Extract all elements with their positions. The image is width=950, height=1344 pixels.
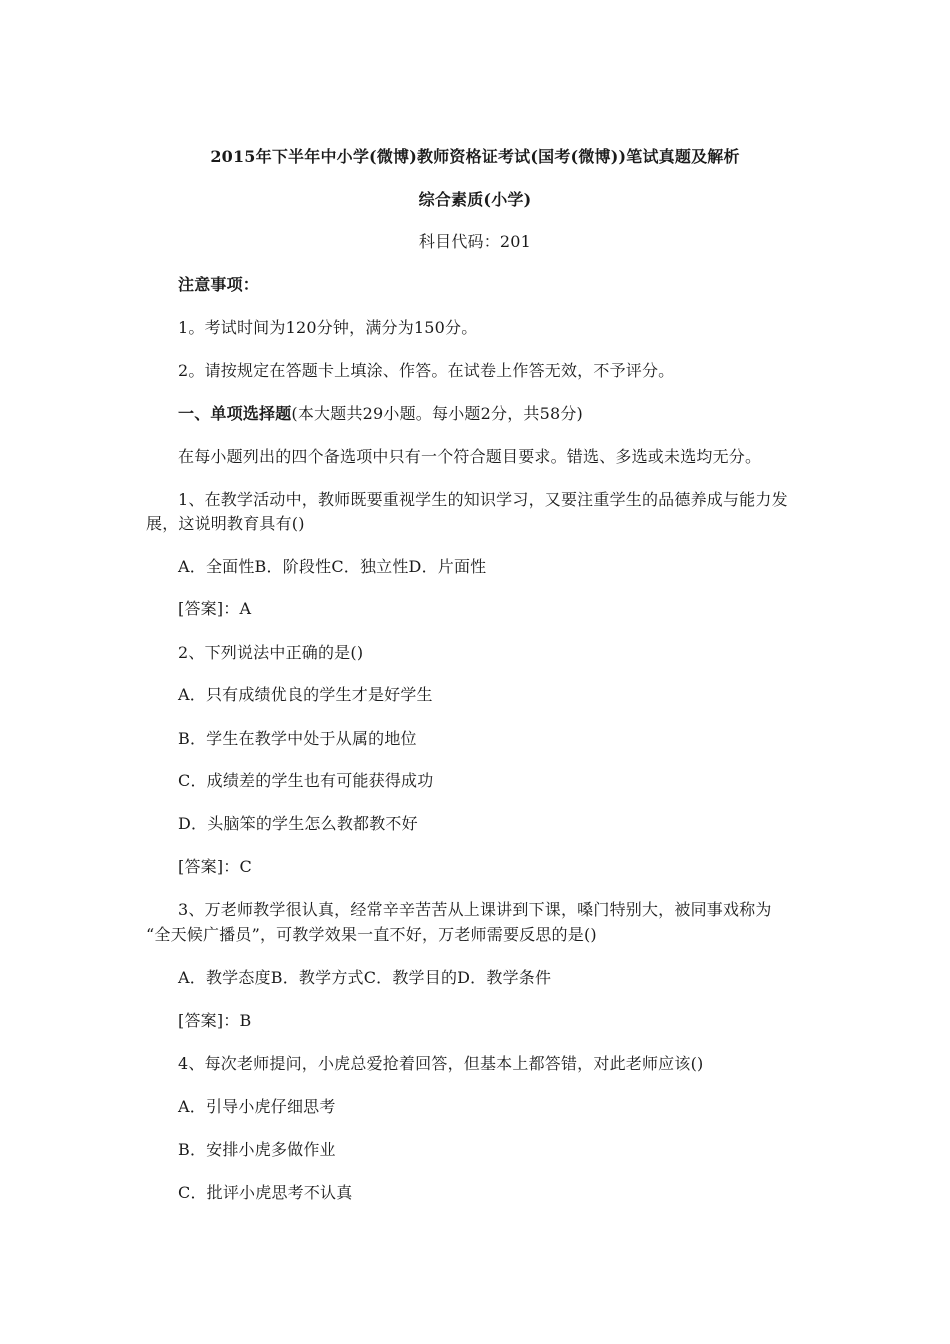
question-stem: 1、在教学活动中，教师既要重视学生的知识学习，又要注重学生的品德养成与能力发 <box>178 490 788 509</box>
question-stem-continued: “全天候广播员”，可教学效果一直不好，万老师需要反思的是() <box>146 925 597 944</box>
section-instruction: 在每小题列出的四个备选项中只有一个符合题目要求。错选、多选或未选均无分。 <box>178 447 762 466</box>
question-option: A．教学态度B．教学方式C．教学目的D．教学条件 <box>178 968 552 987</box>
question-option: D．头脑笨的学生怎么教都教不好 <box>178 814 418 833</box>
question-stem: 4、每次老师提问，小虎总爱抢着回答，但基本上都答错，对此老师应该() <box>178 1054 704 1073</box>
question-option: B．安排小虎多做作业 <box>178 1140 336 1159</box>
question-answer: [答案]：C <box>178 857 252 876</box>
question-answer: [答案]：A <box>178 599 252 618</box>
question-option: A．全面性B．阶段性C．独立性D．片面性 <box>178 557 487 576</box>
question-option: C．批评小虎思考不认真 <box>178 1183 353 1202</box>
question-option: C．成绩差的学生也有可能获得成功 <box>178 771 434 790</box>
notice-heading: 注意事项： <box>178 275 260 294</box>
document-subtitle: 综合素质(小学) <box>418 190 532 209</box>
question-option: A．引导小虎仔细思考 <box>178 1097 336 1116</box>
section-heading-note: (本大题共29小题。每小题2分，共58分) <box>291 404 583 423</box>
question-stem: 3、万老师教学很认真，经常辛辛苦苦从上课讲到下课，嗓门特别大，被同事戏称为 <box>178 900 772 919</box>
question-option: B．学生在教学中处于从属的地位 <box>178 729 417 748</box>
document-title: 2015年下半年中小学(微博)教师资格证考试(国考(微博))笔试真题及解析 <box>210 147 740 166</box>
notice-item: 1。考试时间为120分钟，满分为150分。 <box>178 318 478 337</box>
subject-code: 科目代码：201 <box>418 232 532 251</box>
section-heading: 一、单项选择题 <box>178 404 292 423</box>
question-option: A．只有成绩优良的学生才是好学生 <box>178 685 433 704</box>
question-stem: 2、下列说法中正确的是() <box>178 643 364 662</box>
question-answer: [答案]：B <box>178 1011 252 1030</box>
question-stem-continued: 展，这说明教育具有() <box>146 514 305 533</box>
section-heading-line <box>178 404 583 424</box>
notice-item: 2。请按规定在答题卡上填涂、作答。在试卷上作答无效，不予评分。 <box>178 361 675 380</box>
